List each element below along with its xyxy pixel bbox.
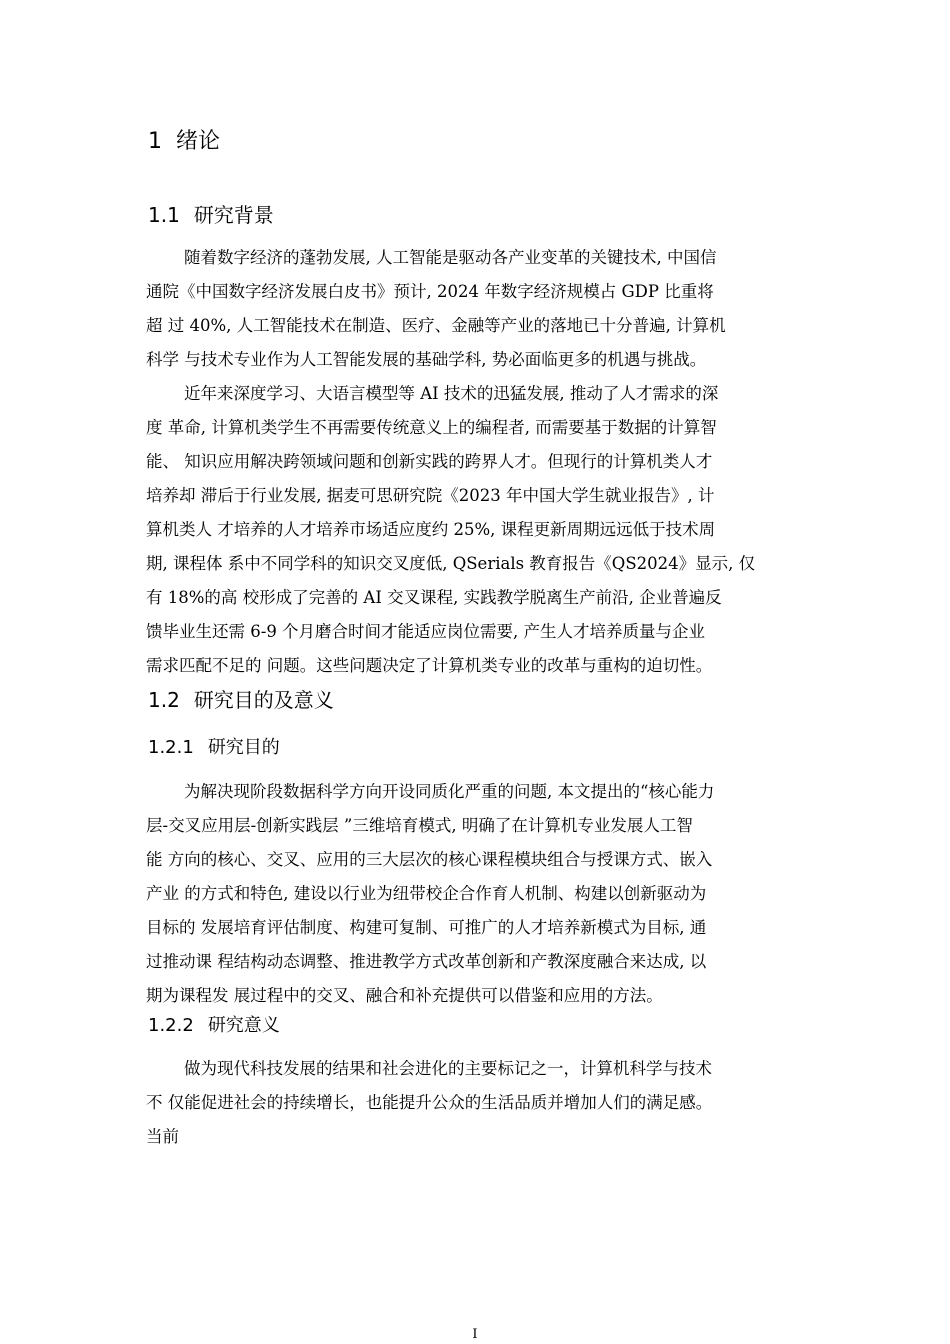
text-line: 不 仅能促进社会的持续增长，也能提升公众的生活品质并增加人们的满足感。 — [146, 1093, 713, 1112]
text-line: 超 过 40%, 人工智能技术在制造、医疗、金融等产业的落地已十分普遍, 计算机 — [146, 316, 726, 335]
text-line: 当前 — [146, 1127, 179, 1146]
text-line: 科学 与技术专业作为人工智能发展的基础学科, 势必面临更多的机遇与挑战。 — [146, 350, 707, 369]
text-line: 能、 知识应用解决跨领域问题和创新实践的跨界人才。但现行的计算机类人才 — [146, 452, 713, 471]
paragraph-background-1 — [146, 241, 816, 377]
chapter-number: 1 — [148, 129, 162, 154]
subsection-number: 1.2.2 — [148, 1015, 194, 1036]
chapter-heading — [148, 126, 220, 158]
text-line: 层-交叉应用层-创新实践层 ”三维培育模式, 明确了在计算机专业发展人工智 — [146, 816, 693, 835]
paragraph-background-2 — [146, 377, 816, 683]
text-line: 过推动课 程结构动态调整、推进教学方式改革创新和产教深度融合来达成, 以 — [146, 952, 707, 971]
subsection-number: 1.2.1 — [148, 737, 194, 758]
text-line: 近年来深度学习、大语言模型等 AI 技术的迅猛发展, 推动了人才需求的深 — [184, 384, 719, 403]
section-title: 研究目的及意义 — [193, 688, 334, 712]
text-line: 度 革命, 计算机类学生不再需要传统意义上的编程者, 而需要基于数据的计算智 — [146, 418, 717, 437]
section-number: 1.1 — [148, 203, 180, 227]
text-line: 期, 课程体 系中不同学科的知识交叉度低, QSerials 教育报告《QS2024》显示, 仅 — [146, 554, 756, 573]
section-heading-1-1 — [148, 200, 274, 230]
text-line: 能 方向的核心、交叉、应用的三大层次的核心课程模块组合与授课方式、嵌入 — [146, 850, 713, 869]
text-line: 培养却 滞后于行业发展, 据麦可思研究院《2023 年中国大学生就业报告》, 计 — [146, 486, 715, 505]
chapter-title: 绪论 — [176, 129, 221, 154]
section-title: 研究背景 — [193, 203, 274, 227]
page-number: I — [472, 1327, 478, 1342]
text-line: 需求匹配不足的 问题。这些问题决定了计算机类专业的改革与重构的迫切性。 — [146, 656, 713, 675]
subsection-heading-1-2-1 — [148, 734, 280, 762]
text-line: 期为课程发 展过程中的交叉、融合和补充提供可以借鉴和应用的方法。 — [146, 986, 663, 1005]
subsection-title: 研究意义 — [207, 1015, 280, 1036]
section-number: 1.2 — [148, 688, 180, 712]
text-line: 通院《中国数字经济发展白皮书》预计, 2024 年数字经济规模占 GDP 比重将 — [146, 282, 714, 301]
text-line: 产业 的方式和特色, 建设以行业为纽带校企合作育人机制、构建以创新驱动为 — [146, 884, 707, 903]
subsection-heading-1-2-2 — [148, 1012, 280, 1040]
subsection-title: 研究目的 — [207, 737, 280, 758]
text-line: 做为现代科技发展的结果和社会进化的主要标记之一，计算机科学与技术 — [184, 1059, 712, 1078]
text-line: 为解决现阶段数据科学方向开设同质化严重的问题, 本文提出的“核心能力 — [184, 782, 715, 801]
text-line: 目标的 发展培育评估制度、构建可复制、可推广的人才培养新模式为目标, 通 — [146, 918, 707, 937]
text-line: 馈毕业生还需 6-9 个月磨合时间才能适应岗位需要, 产生人才培养质量与企业 — [146, 622, 706, 641]
text-line: 随着数字经济的蓬勃发展, 人工智能是驱动各产业变革的关键技术, 中国信 — [184, 248, 717, 267]
paragraph-purpose — [146, 775, 816, 1013]
section-heading-1-2 — [148, 685, 334, 715]
text-line: 有 18%的高 校形成了完善的 AI 交叉课程, 实践教学脱离生产前沿, 企业普遍反 — [146, 588, 722, 607]
paragraph-significance — [146, 1052, 816, 1154]
text-line: 算机类人 才培养的人才培养市场适应度约 25%, 课程更新周期远远低于技术周 — [146, 520, 716, 539]
